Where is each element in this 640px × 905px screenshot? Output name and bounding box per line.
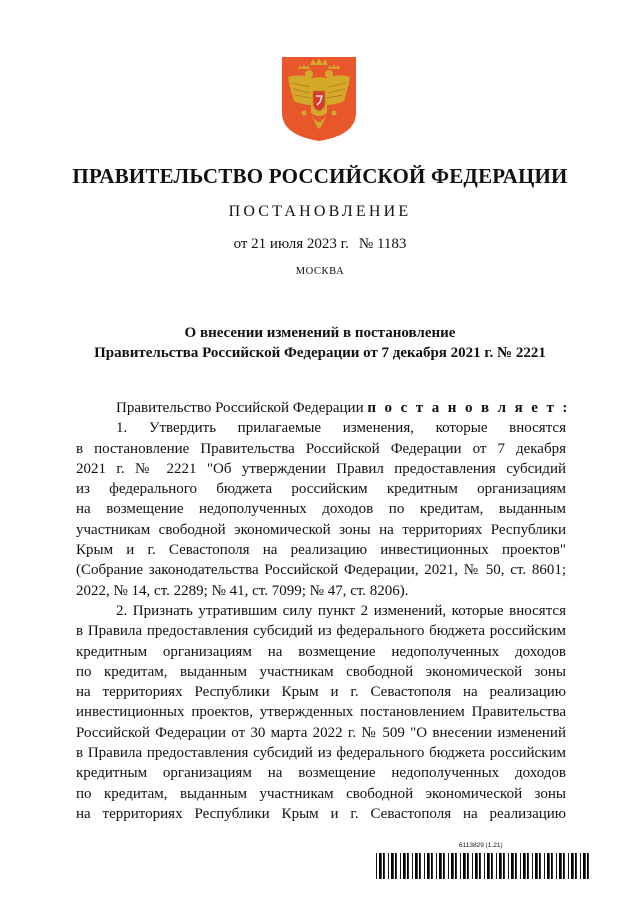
document-number: № 1183 [358,236,407,252]
body-line: Крым и г. Севастополя на реализацию инвестиционных проектов" [76,542,566,559]
body-line: по кредитам, выданным участникам свободной экономической зоны [76,663,566,680]
document-body [76,398,570,824]
coat-of-arms-emblem [280,55,358,143]
subject-line: О внесении изменений в постановление [184,325,456,341]
body-line: участникам свободной экономической зоны на территориях Республики [76,521,566,538]
document-city: МОСКВА [295,266,345,277]
intro-text: Правительство Российской Федерации [116,400,368,416]
body-line: по кредитам, выданным участникам свободной экономической зоны [76,785,566,802]
body-line: кредитным организациям на возмещение недополученных доходов [76,643,566,660]
body-line: на территориях Республики Крым и г. Севастополя на реализацию [76,805,566,822]
body-line: 2. Признать утратившим силу пункт 2 изменений, которые вносятся [116,602,566,619]
document-subject [0,323,640,363]
subject-line: Правительства Российской Федерации от 7 декабря 2021 г. № 2221 [94,345,546,361]
body-line: 1. Утвердить прилагаемые изменения, которые вносятся [116,420,566,437]
body-line: на территориях Республики Крым и г. Севастополя на реализацию [76,684,566,701]
body-line: инвестиционных проектов, утвержденных постановлением Правительства [76,704,566,721]
body-line: в постановление Правительства Российской Федерации от 7 декабря [76,440,566,457]
body-line: 2021 г. № 2221 "Об утверждении Правил предоставления субсидий [76,460,566,477]
body-line: 2022, № 14, ст. 2289; № 41, ст. 7099; № 47, ст. 8206). [76,582,409,599]
document-type: ПОСТАНОВЛЕНИЕ [228,203,412,220]
intro-keyword: п о с т а н о в л я е т : [367,400,570,416]
body-line: (Собрание законодательства Российской Федерации, 2021, № 50, ст. 8601; [76,562,566,579]
government-title: ПРАВИТЕЛЬСТВО РОССИЙСКОЙ ФЕДЕРАЦИИ [72,164,568,188]
barcode-label: 6113829 (1.21) [459,842,503,849]
body-line: Российской Федерации от 30 марта 2022 г. № 509 "О внесении изменений [76,724,566,741]
body-line: кредитным организациям на возмещение недополученных доходов [76,765,566,782]
body-line: на возмещение недополученных доходов по кредитам, выданным [76,501,566,518]
body-line: из федерального бюджета российским кредитным организациям [76,481,566,498]
intro-paragraph [76,398,570,418]
body-line: в Правила предоставления субсидий из федерального бюджета российским [76,745,566,762]
body-line: в Правила предоставления субсидий из федерального бюджета российским [76,623,566,640]
date-line [0,236,640,253]
barcode [376,853,594,879]
document-date: от 21 июля 2023 г. [233,236,349,252]
